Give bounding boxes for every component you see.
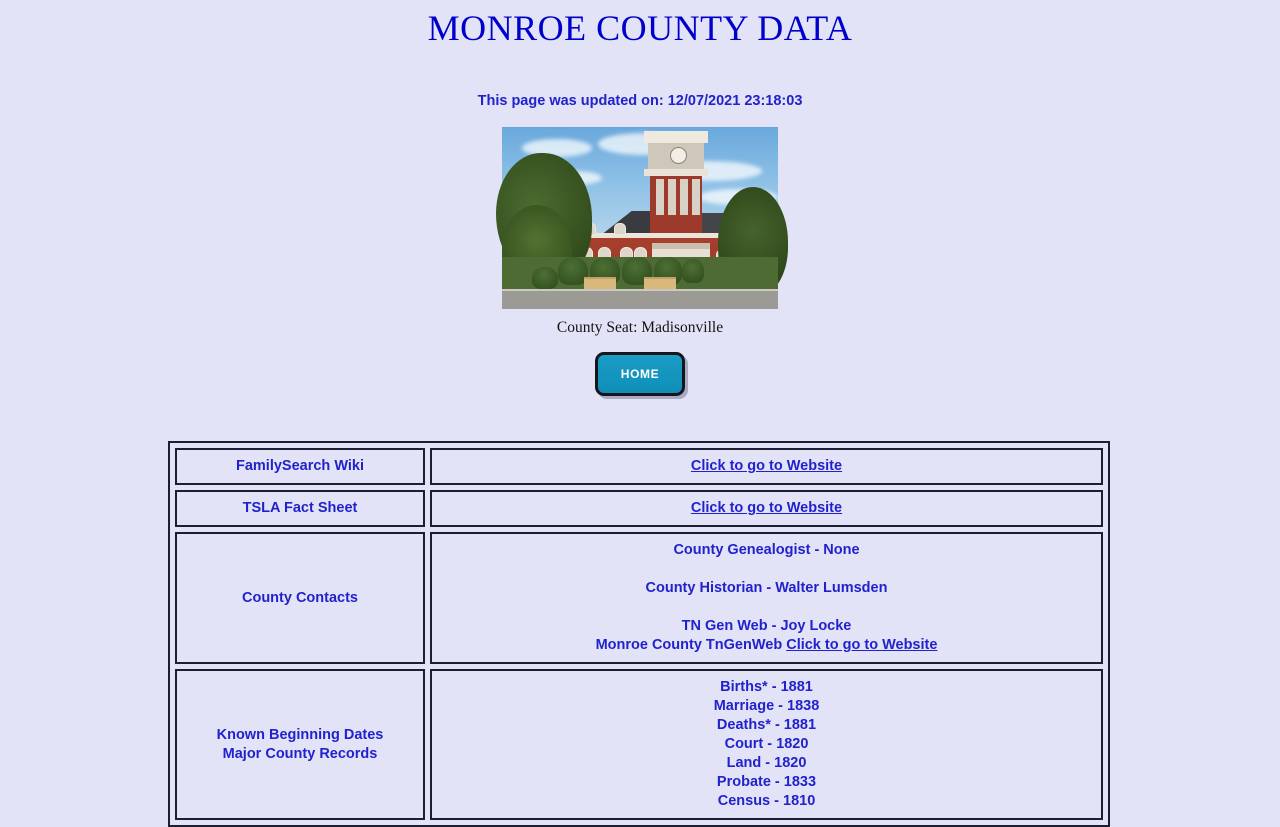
spacer [438, 598, 1095, 617]
row-label-county-contacts: County Contacts [175, 532, 425, 664]
row-label-familysearch: FamilySearch Wiki [175, 448, 425, 485]
tsla-fact-sheet-link[interactable]: Click to go to Website [690, 500, 843, 516]
last-updated-text: This page was updated on: 12/07/2021 23:18:03 [477, 93, 803, 109]
tngenweb-contact-line: TN Gen Web - Joy Locke [681, 618, 852, 634]
record-date-deaths: Deaths* - 1881 [716, 717, 817, 733]
spacer [438, 560, 1095, 579]
record-date-births: Births* - 1881 [720, 679, 813, 695]
record-date-marriage: Marriage - 1838 [713, 698, 820, 714]
monroe-tngenweb-link[interactable]: Click to go to Website [786, 637, 938, 653]
record-date-land: Land - 1820 [726, 755, 807, 771]
photo-caption: County Seat: Madisonville [556, 319, 724, 336]
table-row [175, 490, 1103, 527]
courthouse-photo [502, 127, 778, 309]
table-row [175, 669, 1103, 820]
home-button[interactable]: HOME [595, 352, 685, 396]
county-genealogist-line: County Genealogist - None [673, 542, 860, 558]
county-historian-line: County Historian - Walter Lumsden [645, 580, 888, 596]
record-date-court: Court - 1820 [724, 736, 809, 752]
row-value-county-contacts [430, 532, 1103, 664]
monroe-tngenweb-line [438, 636, 1095, 655]
known-dates-label-line-2: Major County Records [222, 745, 378, 762]
table-row [175, 448, 1103, 485]
home-button-container [0, 352, 1280, 396]
familysearch-wiki-link[interactable]: Click to go to Website [690, 458, 843, 474]
known-dates-label-line-1: Known Beginning Dates [216, 726, 384, 743]
row-value-tsla [430, 490, 1103, 527]
county-data-table-container [168, 441, 1110, 827]
record-date-census: Census - 1810 [717, 793, 816, 809]
page-title: MONROE COUNTY DATA [427, 8, 853, 48]
row-label-known-beginning-dates [175, 669, 425, 820]
record-date-probate: Probate - 1833 [716, 774, 817, 790]
row-label-tsla: TSLA Fact Sheet [175, 490, 425, 527]
row-value-familysearch [430, 448, 1103, 485]
monroe-tngenweb-label: Monroe County TnGenWeb [595, 637, 783, 653]
table-row [175, 532, 1103, 664]
row-value-known-beginning-dates [430, 669, 1103, 820]
county-data-table [170, 443, 1108, 825]
